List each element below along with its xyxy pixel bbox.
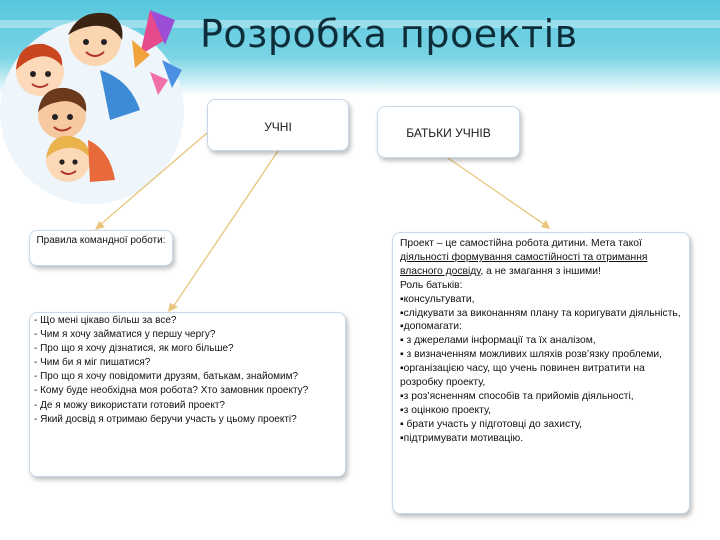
list-item: ▪слідкувати за виконанням плану та коригувати діяльність, xyxy=(400,307,681,319)
connector-line xyxy=(173,151,278,307)
list-item: - Який досвід я отримаю беручи участь у цьому проекті? xyxy=(34,413,297,425)
intro-text-end: , а не змагання з іншими! xyxy=(480,265,601,277)
team-rules-box xyxy=(29,230,173,266)
role-heading: Роль батьків: xyxy=(400,279,463,291)
list-item: ▪ з джерелами інформації та їх аналізом, xyxy=(400,335,596,347)
pupils-label: УЧНІ xyxy=(264,120,292,134)
connector-arrowhead xyxy=(168,303,178,312)
connector-line xyxy=(448,158,545,225)
list-item: - Що мені цікаво більш за все? xyxy=(34,315,177,326)
team-rules-label: Правила командної роботи: xyxy=(36,235,166,246)
parents-box xyxy=(377,106,520,158)
list-item: - Про що я хочу повідомити друзям, батькам, знайомим? xyxy=(34,371,299,383)
page-title: Розробка проектів xyxy=(200,12,578,56)
intro-text: Проект – це самостійна робота дитини. Мета такої xyxy=(400,238,642,249)
questions-box xyxy=(29,312,346,477)
list-item: ▪консультувати, xyxy=(400,293,475,305)
list-item: - Чим я хочу займатися у першу чергу? xyxy=(34,329,216,341)
project-intro xyxy=(400,237,683,279)
connector-arrowhead xyxy=(541,220,550,229)
list-item: ▪з роз’ясненням способів та прийомів діяльності, xyxy=(400,390,634,402)
parents-label: БАТЬКИ УЧНІВ xyxy=(406,126,491,140)
list-item: ▪з оцінкою проекту, xyxy=(400,404,491,416)
list-item: - Про що я хочу дізнатися, як мого більше? xyxy=(34,343,234,355)
list-item: ▪допомагати: xyxy=(400,321,462,333)
list-item: ▪ брати участь у підготовці до захисту, xyxy=(400,418,582,430)
intro-underlined-text: діяльності формування самостійності та отримання власного досвіду xyxy=(400,251,648,277)
list-item: ▪підтримувати мотивацію. xyxy=(400,432,524,444)
list-item: - Де я можу використати готовий проект? xyxy=(34,399,225,411)
pupils-box xyxy=(207,99,349,151)
list-item: ▪організацією часу, що учень повинен витратити на розробку проекту, xyxy=(400,363,645,389)
connector-line xyxy=(100,133,207,225)
list-item: - Кому буде необхідна моя робота? Хто замовник проекту? xyxy=(34,385,309,397)
list-item: ▪ з визначенням можливих шляхів розв’язку проблеми, xyxy=(400,349,663,361)
parents-role-box xyxy=(392,232,690,514)
list-item: - Чим би я міг пишатися? xyxy=(34,357,151,369)
